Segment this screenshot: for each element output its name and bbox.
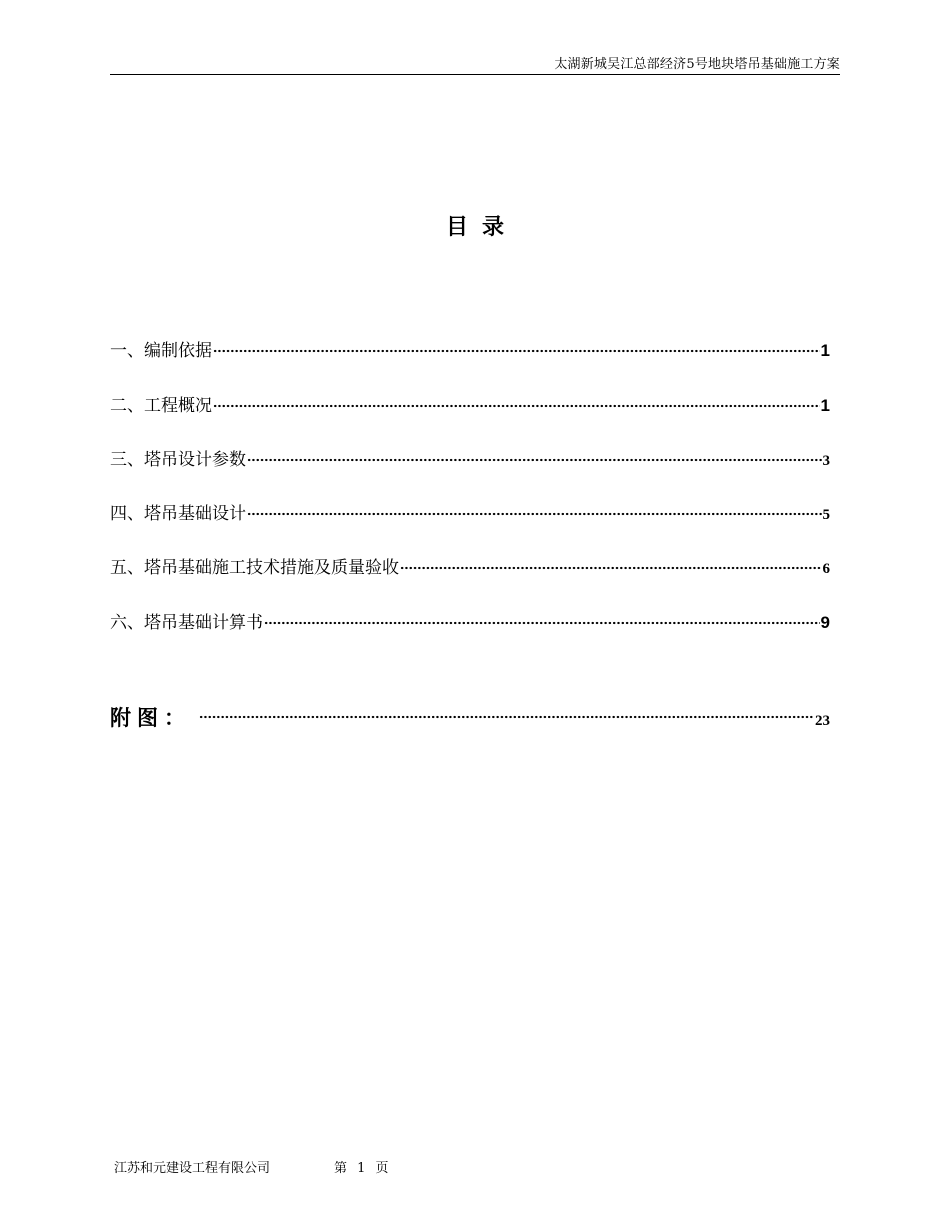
- toc-item[interactable]: [110, 391, 830, 415]
- toc-item-page: 3: [822, 453, 830, 469]
- toc-title: 目录: [445, 215, 518, 240]
- toc-dot-leader: [400, 560, 822, 570]
- toc-item-page: 1: [820, 341, 830, 360]
- toc-item[interactable]: [110, 608, 830, 632]
- page-header: [110, 52, 840, 75]
- toc-dot-leader: [199, 709, 814, 719]
- footer-page-number: 第 1 页: [334, 1161, 389, 1176]
- toc-item[interactable]: [110, 553, 830, 577]
- toc-item-label: 六、塔吊基础计算书: [110, 613, 263, 633]
- toc-item-label: 三、塔吊设计参数: [110, 450, 246, 470]
- footer-company: 江苏和元建设工程有限公司: [114, 1161, 271, 1176]
- toc-appendix[interactable]: [110, 702, 830, 730]
- toc-appendix-label: 附图：: [110, 706, 191, 730]
- toc-item-label: 一、编制依据: [110, 341, 212, 361]
- toc-item-page: 1: [820, 396, 830, 415]
- toc-item-page: 6: [822, 561, 830, 577]
- toc-item-page: 9: [820, 613, 830, 632]
- toc-item-page: 5: [822, 507, 830, 523]
- toc-item[interactable]: [110, 445, 830, 469]
- toc-item[interactable]: [110, 499, 830, 523]
- toc-appendix-page: 23: [815, 713, 830, 729]
- toc-dot-leader: [213, 343, 820, 353]
- toc-dot-leader: [264, 615, 820, 625]
- toc-item[interactable]: [110, 336, 830, 360]
- header-title: 太湖新城吴江总部经济5号地块塔吊基础施工方案: [554, 57, 840, 72]
- toc-item-label: 五、塔吊基础施工技术措施及质量验收: [110, 558, 399, 578]
- toc-dot-leader: [247, 452, 822, 462]
- toc-item-label: 二、工程概况: [110, 396, 212, 416]
- toc-dot-leader: [247, 506, 822, 516]
- toc-item-label: 四、塔吊基础设计: [110, 504, 246, 524]
- toc-dot-leader: [213, 398, 820, 408]
